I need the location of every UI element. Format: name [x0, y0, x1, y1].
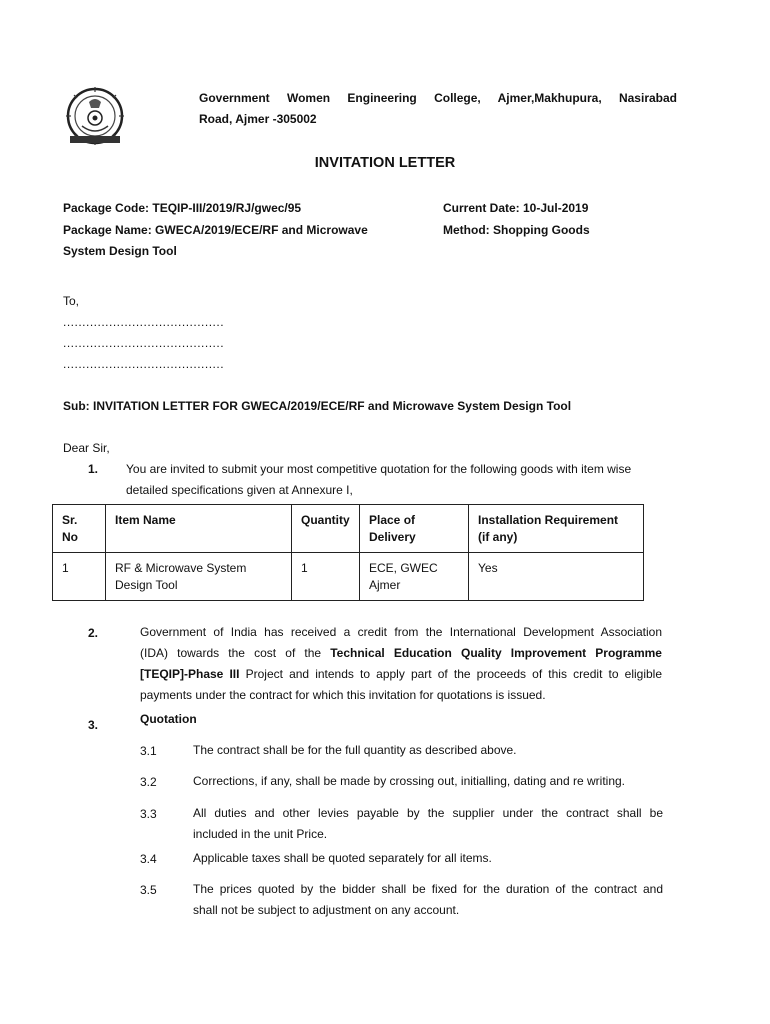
address-blank-2: ..........................................	[63, 336, 225, 350]
clause-3-1-line1: The contract shall be for the full quantity as described above.	[193, 743, 517, 757]
college-address-line2: Road, Ajmer -305002	[199, 112, 317, 126]
point-2-line3	[140, 664, 662, 685]
clause-3-3-number: 3.3	[140, 807, 157, 821]
clause-3-5-line1: The prices quoted by the bidder shall be fixed for the duration of the contract and	[193, 882, 663, 896]
subject-line: Sub: INVITATION LETTER FOR GWECA/2019/ECE/RF and Microwave System Design Tool	[63, 399, 572, 413]
quotation-heading: Quotation	[140, 712, 197, 726]
cell-sr-no: 1	[53, 553, 106, 601]
clause-3-3-text	[193, 803, 663, 845]
header-sr-no: Sr. No	[53, 505, 106, 553]
point-1-number: 1.	[88, 462, 99, 476]
point-3-number: 3.	[88, 718, 99, 732]
college-address	[199, 88, 677, 130]
clause-3-2-line1: Corrections, if any, shall be made by crossing out, initialling, dating and re writing.	[193, 774, 625, 788]
package-name-line2: System Design Tool	[63, 244, 177, 258]
clause-3-1-text	[193, 740, 663, 761]
point-2-line2-text: (IDA) towards the cost of the	[140, 646, 331, 660]
package-name-line1: Package Name: GWECA/2019/ECE/RF and Microwave	[63, 223, 368, 237]
point-1-text	[126, 459, 678, 501]
cell-item-name: RF & Microwave System Design Tool	[106, 553, 292, 601]
procurement-method: Method: Shopping Goods	[443, 223, 590, 237]
header-quantity: Quantity	[292, 505, 360, 553]
cell-installation: Yes	[469, 553, 644, 601]
teqip-phase: [TEQIP]-Phase III	[140, 667, 240, 681]
address-blank-3: ..........................................	[63, 357, 225, 371]
address-blank-1: ..........................................	[63, 315, 225, 329]
point-2-line2	[140, 643, 662, 664]
cell-quantity: 1	[292, 553, 360, 601]
clause-3-4-text	[193, 848, 663, 869]
clause-3-3-line1: All duties and other levies payable by the supplier under the contract shall be	[193, 806, 663, 820]
college-logo	[62, 86, 128, 148]
point-2-line3-text: Project and intends to apply part of the proceeds of this credit to eligible	[239, 667, 663, 681]
page-title: INVITATION LETTER	[314, 155, 456, 171]
current-date: Current Date: 10-Jul-2019	[443, 201, 589, 215]
items-table	[52, 504, 644, 601]
cell-place-of-delivery: ECE, GWEC Ajmer	[360, 553, 469, 601]
point-2-line1: Government of India has received a credit from the International Development Association	[140, 625, 662, 639]
header-item-name: Item Name	[106, 505, 292, 553]
clause-3-2-number: 3.2	[140, 775, 157, 789]
package-code: Package Code: TEQIP-III/2019/RJ/gwec/95	[63, 201, 302, 215]
clause-3-4-number: 3.4	[140, 852, 157, 866]
table-row	[53, 553, 644, 601]
clause-3-4-line1: Applicable taxes shall be quoted separately for all items.	[193, 851, 492, 865]
point-2-number: 2.	[88, 626, 99, 640]
clause-3-5-text	[193, 879, 663, 921]
point-2-text	[140, 622, 662, 706]
college-address-line1: Government Women Engineering College, Ajmer,Makhupura, Nasirabad	[199, 91, 677, 105]
clause-3-1-number: 3.1	[140, 744, 157, 758]
package-name	[63, 220, 368, 262]
header-place-of-delivery: Place of Delivery	[360, 505, 469, 553]
clause-3-5-line2: shall not be subject to adjustment on any account.	[193, 903, 460, 917]
table-header-row	[53, 505, 644, 553]
clause-3-3-line2: included in the unit Price.	[193, 827, 328, 841]
clause-3-2-text	[193, 771, 663, 792]
clause-3-5-number: 3.5	[140, 883, 157, 897]
point-1-line1: You are invited to submit your most competitive quotation for the following goods with item wise	[126, 462, 632, 476]
point-1-line2: detailed specifications given at Annexure I,	[126, 483, 353, 497]
to-label: To,	[63, 294, 80, 308]
salutation: Dear Sir,	[63, 441, 110, 455]
header-installation: Installation Requirement (if any)	[469, 505, 644, 553]
point-2-line4: payments under the contract for which this invitation for quotations is issued.	[140, 688, 546, 702]
teqip-programme-name: Technical Education Quality Improvement Programme	[330, 646, 662, 660]
